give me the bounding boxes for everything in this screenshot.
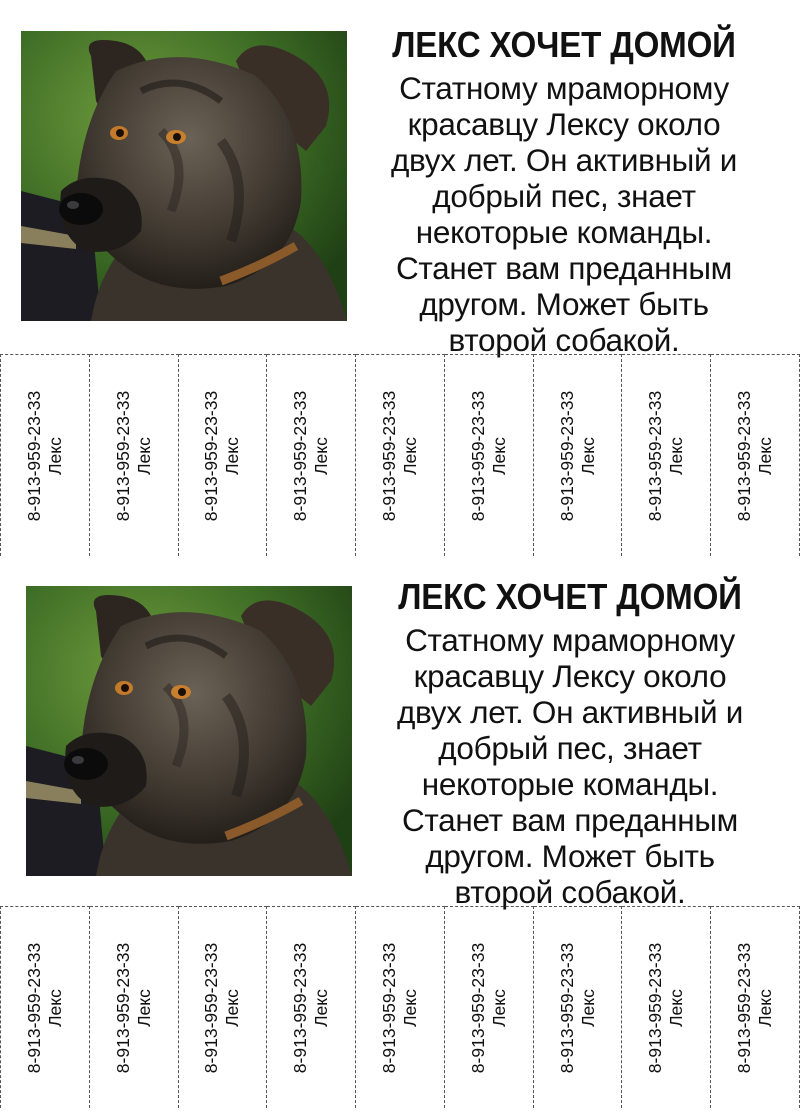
tear-off-tab[interactable] [356, 906, 445, 1108]
flyer-text [352, 576, 788, 910]
flyer-text [346, 24, 782, 358]
tab-phone: 8-913-959-23-33 [201, 942, 222, 1073]
headline: ЛЕКС ХОЧЕТ ДОМОЙ [392, 24, 736, 65]
tab-name: Лекс [133, 436, 154, 475]
tab-name: Лекс [400, 436, 421, 475]
tear-off-tab[interactable] [711, 906, 800, 1108]
tab-name: Лекс [755, 436, 776, 475]
tab-phone: 8-913-959-23-33 [556, 390, 577, 521]
tear-off-tab[interactable] [622, 354, 711, 556]
tear-off-tab[interactable] [445, 906, 534, 1108]
tab-name: Лекс [755, 988, 776, 1027]
tab-phone: 8-913-959-23-33 [290, 390, 311, 521]
tab-name: Лекс [222, 988, 243, 1027]
tear-off-tabs [0, 906, 800, 1108]
tab-name: Лекс [577, 988, 598, 1027]
dog-photo-image [21, 31, 347, 321]
tab-name: Лекс [666, 988, 687, 1027]
tear-off-tabs [0, 354, 800, 556]
tab-phone: 8-913-959-23-33 [467, 390, 488, 521]
tear-off-tab[interactable] [179, 354, 268, 556]
tab-phone: 8-913-959-23-33 [379, 390, 400, 521]
dog-photo [21, 31, 347, 321]
tear-off-tab[interactable] [90, 906, 179, 1108]
tab-name: Лекс [488, 436, 509, 475]
tear-off-tab[interactable] [534, 906, 623, 1108]
tab-phone: 8-913-959-23-33 [379, 942, 400, 1073]
tab-name: Лекс [311, 988, 332, 1027]
tab-phone: 8-913-959-23-33 [467, 942, 488, 1073]
tear-off-tab[interactable] [179, 906, 268, 1108]
dog-photo [26, 586, 352, 876]
tear-off-tab[interactable] [0, 906, 90, 1108]
tab-name: Лекс [44, 436, 65, 475]
tear-off-tab[interactable] [534, 354, 623, 556]
tab-phone: 8-913-959-23-33 [112, 390, 133, 521]
headline: ЛЕКС ХОЧЕТ ДОМОЙ [398, 576, 742, 617]
tear-off-tab[interactable] [267, 906, 356, 1108]
tab-phone: 8-913-959-23-33 [645, 942, 666, 1073]
tab-phone: 8-913-959-23-33 [734, 390, 755, 521]
tear-off-tab[interactable] [711, 354, 800, 556]
tab-phone: 8-913-959-23-33 [734, 942, 755, 1073]
tear-off-tab[interactable] [267, 354, 356, 556]
tab-name: Лекс [488, 988, 509, 1027]
tab-phone: 8-913-959-23-33 [290, 942, 311, 1073]
tab-name: Лекс [311, 436, 332, 475]
tab-phone: 8-913-959-23-33 [556, 942, 577, 1073]
tab-name: Лекс [666, 436, 687, 475]
tab-name: Лекс [577, 436, 598, 475]
tear-off-tab[interactable] [0, 354, 90, 556]
tear-off-tab[interactable] [90, 354, 179, 556]
tab-phone: 8-913-959-23-33 [201, 390, 222, 521]
tear-off-tab[interactable] [445, 354, 534, 556]
description: Статному мраморному красавцу Лексу около двух лет. Он активный и добрый пес, знает некоторые команды. Станет вам преданным другом. Может быть второй собакой. [396, 622, 744, 910]
tab-phone: 8-913-959-23-33 [645, 390, 666, 521]
tab-name: Лекс [400, 988, 421, 1027]
tab-name: Лекс [133, 988, 154, 1027]
tear-off-tab[interactable] [622, 906, 711, 1108]
tab-name: Лекс [44, 988, 65, 1027]
tab-phone: 8-913-959-23-33 [112, 942, 133, 1073]
tear-off-tab[interactable] [356, 354, 445, 556]
tab-phone: 8-913-959-23-33 [23, 942, 44, 1073]
description: Статному мраморному красавцу Лексу около двух лет. Он активный и добрый пес, знает некоторые команды. Станет вам преданным другом. Может быть второй собакой. [390, 70, 738, 358]
tab-phone: 8-913-959-23-33 [23, 390, 44, 521]
dog-photo-image [26, 586, 352, 876]
flyer-bottom [0, 556, 800, 1112]
tab-name: Лекс [222, 436, 243, 475]
